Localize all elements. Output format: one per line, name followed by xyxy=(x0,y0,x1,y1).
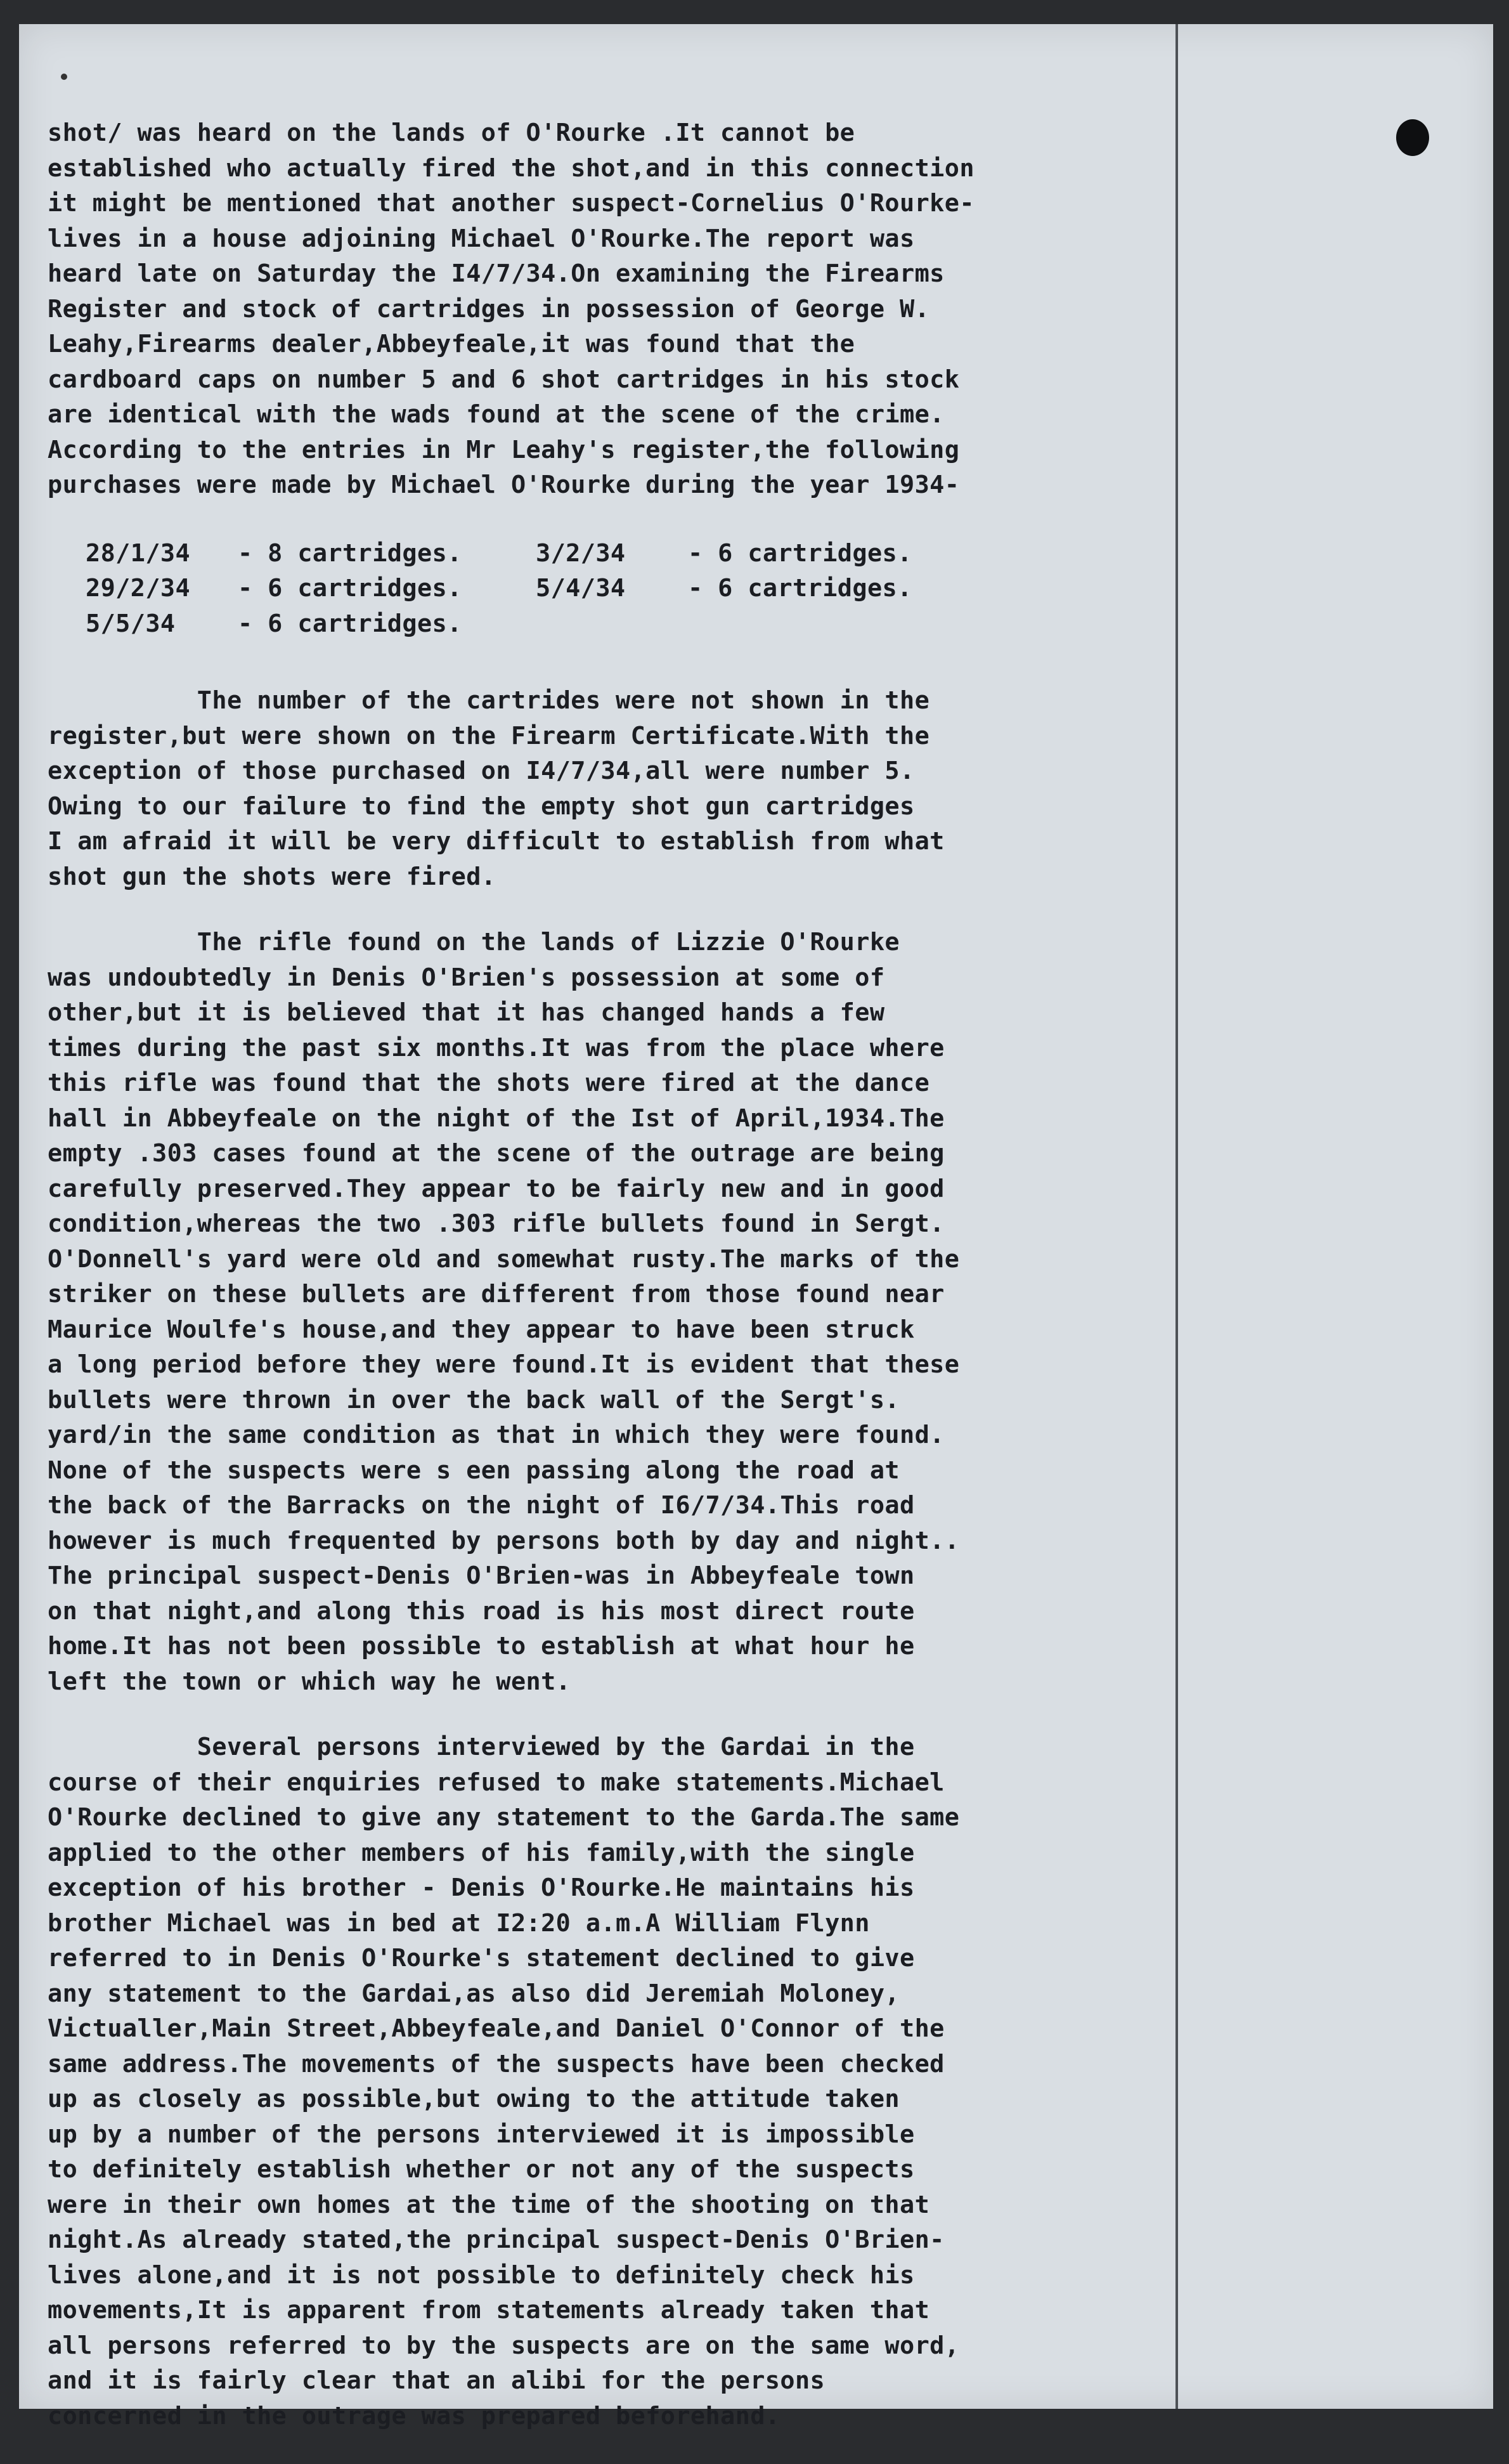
text-line: other,but it is believed that it has changed hands a few xyxy=(48,998,885,1027)
text-line: course of their enquiries refused to make statements.Michael xyxy=(48,1768,945,1797)
purchase-quantity: - 6 cartridges. xyxy=(688,574,912,603)
text-line: were in their own homes at the time of the shooting on that xyxy=(48,2190,930,2219)
paragraph-2 xyxy=(48,683,1176,894)
text-line: was undoubtedly in Denis O'Brien's possession at some of xyxy=(48,963,885,992)
text-line: Leahy,Firearms dealer,Abbeyfeale,it was found that the xyxy=(48,330,855,358)
text-line: None of the suspects were s een passing along the road at xyxy=(48,1456,900,1485)
text-line: exception of those purchased on I4/7/34,all were number 5. xyxy=(48,757,915,785)
text-line: brother Michael was in bed at I2:20 a.m.A William Flynn xyxy=(48,1908,870,1938)
text-line: register,but were shown on the Firearm Certificate.With the xyxy=(48,721,930,750)
text-line: referred to in Denis O'Rourke's statement declined to give xyxy=(48,1944,915,1972)
text-line: O'Rourke declined to give any statement to the Garda.The same xyxy=(48,1803,960,1832)
text-line: lives alone,and it is not possible to definitely check his xyxy=(48,2260,915,2290)
text-line: shot gun the shots were fired. xyxy=(48,862,496,891)
text-line: purchases were made by Michael O'Rourke during the year 1934- xyxy=(48,471,960,499)
text-line: Several persons interviewed by the Gardai in the xyxy=(48,1733,915,1761)
text-line: however is much frequented by persons both by day and night.. xyxy=(48,1526,960,1555)
text-line: According to the entries in Mr Leahy's register,the following xyxy=(48,435,960,464)
text-line: the back of the Barracks on the night of I6/7/34.This road xyxy=(48,1491,915,1520)
purchase-row xyxy=(86,536,1176,571)
purchase-list xyxy=(48,536,1176,642)
typed-text xyxy=(48,115,1176,2464)
purchase-date: 28/1/34 xyxy=(86,538,191,568)
paragraph-1 xyxy=(48,115,1176,503)
text-line: times during the past six months.It was from the place where xyxy=(48,1033,945,1062)
text-line: The number of the cartrides were not shown in the xyxy=(48,686,930,715)
text-line: concerned in the outrage was prepared beforehand. xyxy=(48,2401,780,2430)
text-line: night.As already stated,the principal suspect-Denis O'Brien- xyxy=(48,2226,945,2254)
text-line: a long period before they were found.It is evident that these xyxy=(48,1350,960,1379)
purchase-quantity: - 6 cartridges. xyxy=(238,574,462,603)
text-line: exception of his brother - Denis O'Rourke.He maintains his xyxy=(48,1874,915,1902)
paragraph-3 xyxy=(48,925,1176,1699)
purchase-date: 5/5/34 xyxy=(86,609,176,638)
text-line: to definitely establish whether or not any of the suspects xyxy=(48,2155,915,2184)
text-line: are identical with the wads found at the scene of the crime. xyxy=(48,400,945,429)
text-line: same address.The movements of the suspects have been checked xyxy=(48,2049,945,2078)
text-line: Victualler,Main Street,Abbeyfeale,and Daniel O'Connor of the xyxy=(48,2014,945,2043)
paragraph-4 xyxy=(48,1730,1176,2434)
purchase-quantity: - 6 cartridges. xyxy=(688,538,912,568)
punch-hole xyxy=(1396,119,1429,156)
text-line: shot/ was heard on the lands of O'Rourke .It cannot be xyxy=(48,119,855,147)
text-line: cardboard caps on number 5 and 6 shot cartridges in his stock xyxy=(48,365,960,394)
text-line: Maurice Woulfe's house,and they appear to have been struck xyxy=(48,1315,915,1344)
purchase-quantity: - 8 cartridges. xyxy=(238,538,462,568)
text-line: O'Donnell's yard were old and somewhat rusty.The marks of the xyxy=(48,1244,960,1274)
text-line: any statement to the Gardai,as also did Jeremiah Moloney, xyxy=(48,1979,900,2008)
text-line: up as closely as possible,but owing to the attitude taken xyxy=(48,2085,900,2113)
text-line: carefully preserved.They appear to be fairly new and in good xyxy=(48,1174,945,1203)
text-line: and it is fairly clear that an alibi for the persons xyxy=(48,2366,826,2395)
text-line: yard/in the same condition as that in which they were found. xyxy=(48,1421,945,1449)
text-line: empty .303 cases found at the scene of the outrage are being xyxy=(48,1139,945,1168)
purchase-date: 3/2/34 xyxy=(536,538,626,568)
purchase-quantity: - 6 cartridges. xyxy=(238,609,462,638)
text-line: up by a number of the persons interviewed it is impossible xyxy=(48,2120,915,2149)
ink-speck xyxy=(61,74,67,80)
text-line: I am afraid it will be very difficult to establish from what xyxy=(48,827,945,856)
text-line: all persons referred to by the suspects are on the same word, xyxy=(48,2331,960,2360)
purchase-row xyxy=(86,606,1176,642)
text-line: established who actually fired the shot,and in this connection xyxy=(48,153,975,183)
text-line: this rifle was found that the shots were fired at the dance xyxy=(48,1069,930,1097)
text-line: left the town or which way he went. xyxy=(48,1667,571,1696)
text-line: lives in a house adjoining Michael O'Rourke.The report was xyxy=(48,224,915,253)
purchase-row xyxy=(86,571,1176,606)
text-line: hall in Abbeyfeale on the night of the Ist of April,1934.The xyxy=(48,1104,945,1133)
text-line: Owing to our failure to find the empty shot gun cartridges xyxy=(48,792,915,821)
text-line: movements,It is apparent from statements already taken that xyxy=(48,2296,930,2324)
purchase-date: 5/4/34 xyxy=(536,574,626,603)
text-line: applied to the other members of his family,with the single xyxy=(48,1838,915,1867)
text-line: heard late on Saturday the I4/7/34.On examining the Firearms xyxy=(48,259,945,288)
text-line: striker on these bullets are different from those found near xyxy=(48,1280,945,1308)
text-line: The principal suspect-Denis O'Brien-was in Abbeyfeale town xyxy=(48,1561,915,1590)
text-line: condition,whereas the two .303 rifle bullets found in Sergt. xyxy=(48,1209,945,1238)
text-line: Register and stock of cartridges in possession of George W. xyxy=(48,294,930,323)
text-line: on that night,and along this road is his most direct route xyxy=(48,1596,915,1626)
purchase-date: 29/2/34 xyxy=(86,574,191,603)
text-line: it might be mentioned that another suspect-Cornelius O'Rourke- xyxy=(48,189,975,218)
text-line: bullets were thrown in over the back wall of the Sergt's. xyxy=(48,1385,900,1414)
text-line: The rifle found on the lands of Lizzie O'Rourke xyxy=(48,928,900,956)
text-line: home.It has not been possible to establish at what hour he xyxy=(48,1632,915,1660)
